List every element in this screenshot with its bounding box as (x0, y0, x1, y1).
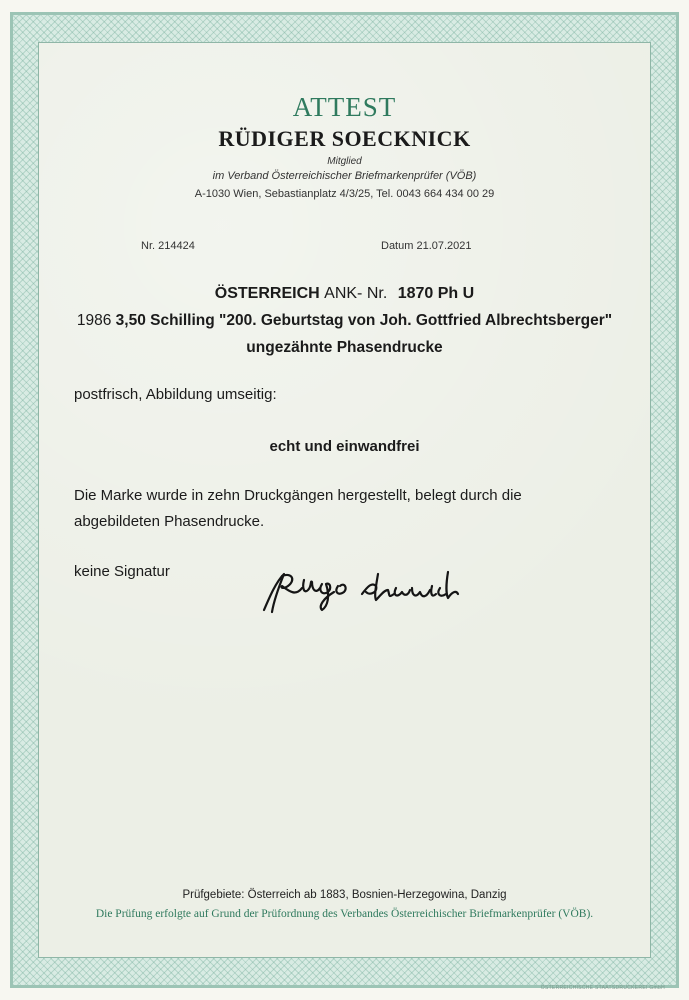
stamp-year: 1986 (76, 312, 112, 329)
examination-scope: Prüfgebiete: Österreich ab 1883, Bosnien-Herzegowina, Danzig (182, 889, 507, 901)
member-label: Mitglied (327, 156, 362, 167)
certificate-number: Nr. 214424 (141, 240, 195, 252)
stamp-heading (0, 285, 689, 303)
handwritten-signature (252, 566, 462, 616)
address-line: A-1030 Wien, Sebastianplatz 4/3/25, Tel. 0043 664 434 00 29 (194, 188, 495, 200)
printer-imprint: ÖSTERREICHISCHE STAATSDRUCKEREI GmbH (540, 985, 665, 991)
verdict-text: echt und einwandfrei (269, 438, 420, 455)
stamp-country: ÖSTERREICH (214, 285, 320, 302)
catalog-number: 1870 Ph U (397, 285, 475, 302)
examiner-name: RÜDIGER SOECKNICK (218, 126, 471, 151)
note-line-1: Die Marke wurde in zehn Druckgängen hergestellt, belegt durch die (74, 487, 522, 504)
signature-label: keine Signatur (74, 563, 170, 580)
ank-label: ANK- Nr. (324, 285, 388, 302)
certificate-title: ATTEST (292, 92, 397, 122)
certificate-date: Datum 21.07.2021 (381, 240, 472, 252)
stamp-variant: ungezähnte Phasendrucke (246, 339, 443, 356)
note-line-2: abgebildeten Phasendrucke. (74, 513, 265, 530)
stamp-description-line (0, 312, 689, 330)
stamp-description: 3,50 Schilling "200. Geburtstag von Joh. Gottfried Albrechtsberger" (115, 312, 613, 329)
legal-notice: Die Prüfung erfolgte auf Grund der Prüfordnung des Verbandes Österreichischer Briefmarkenprüfer (VÖB). (95, 908, 594, 920)
condition-text: postfrisch, Abbildung umseitig: (74, 386, 277, 403)
association-line: im Verband Österreichischer Briefmarkenprüfer (VÖB) (212, 170, 477, 182)
